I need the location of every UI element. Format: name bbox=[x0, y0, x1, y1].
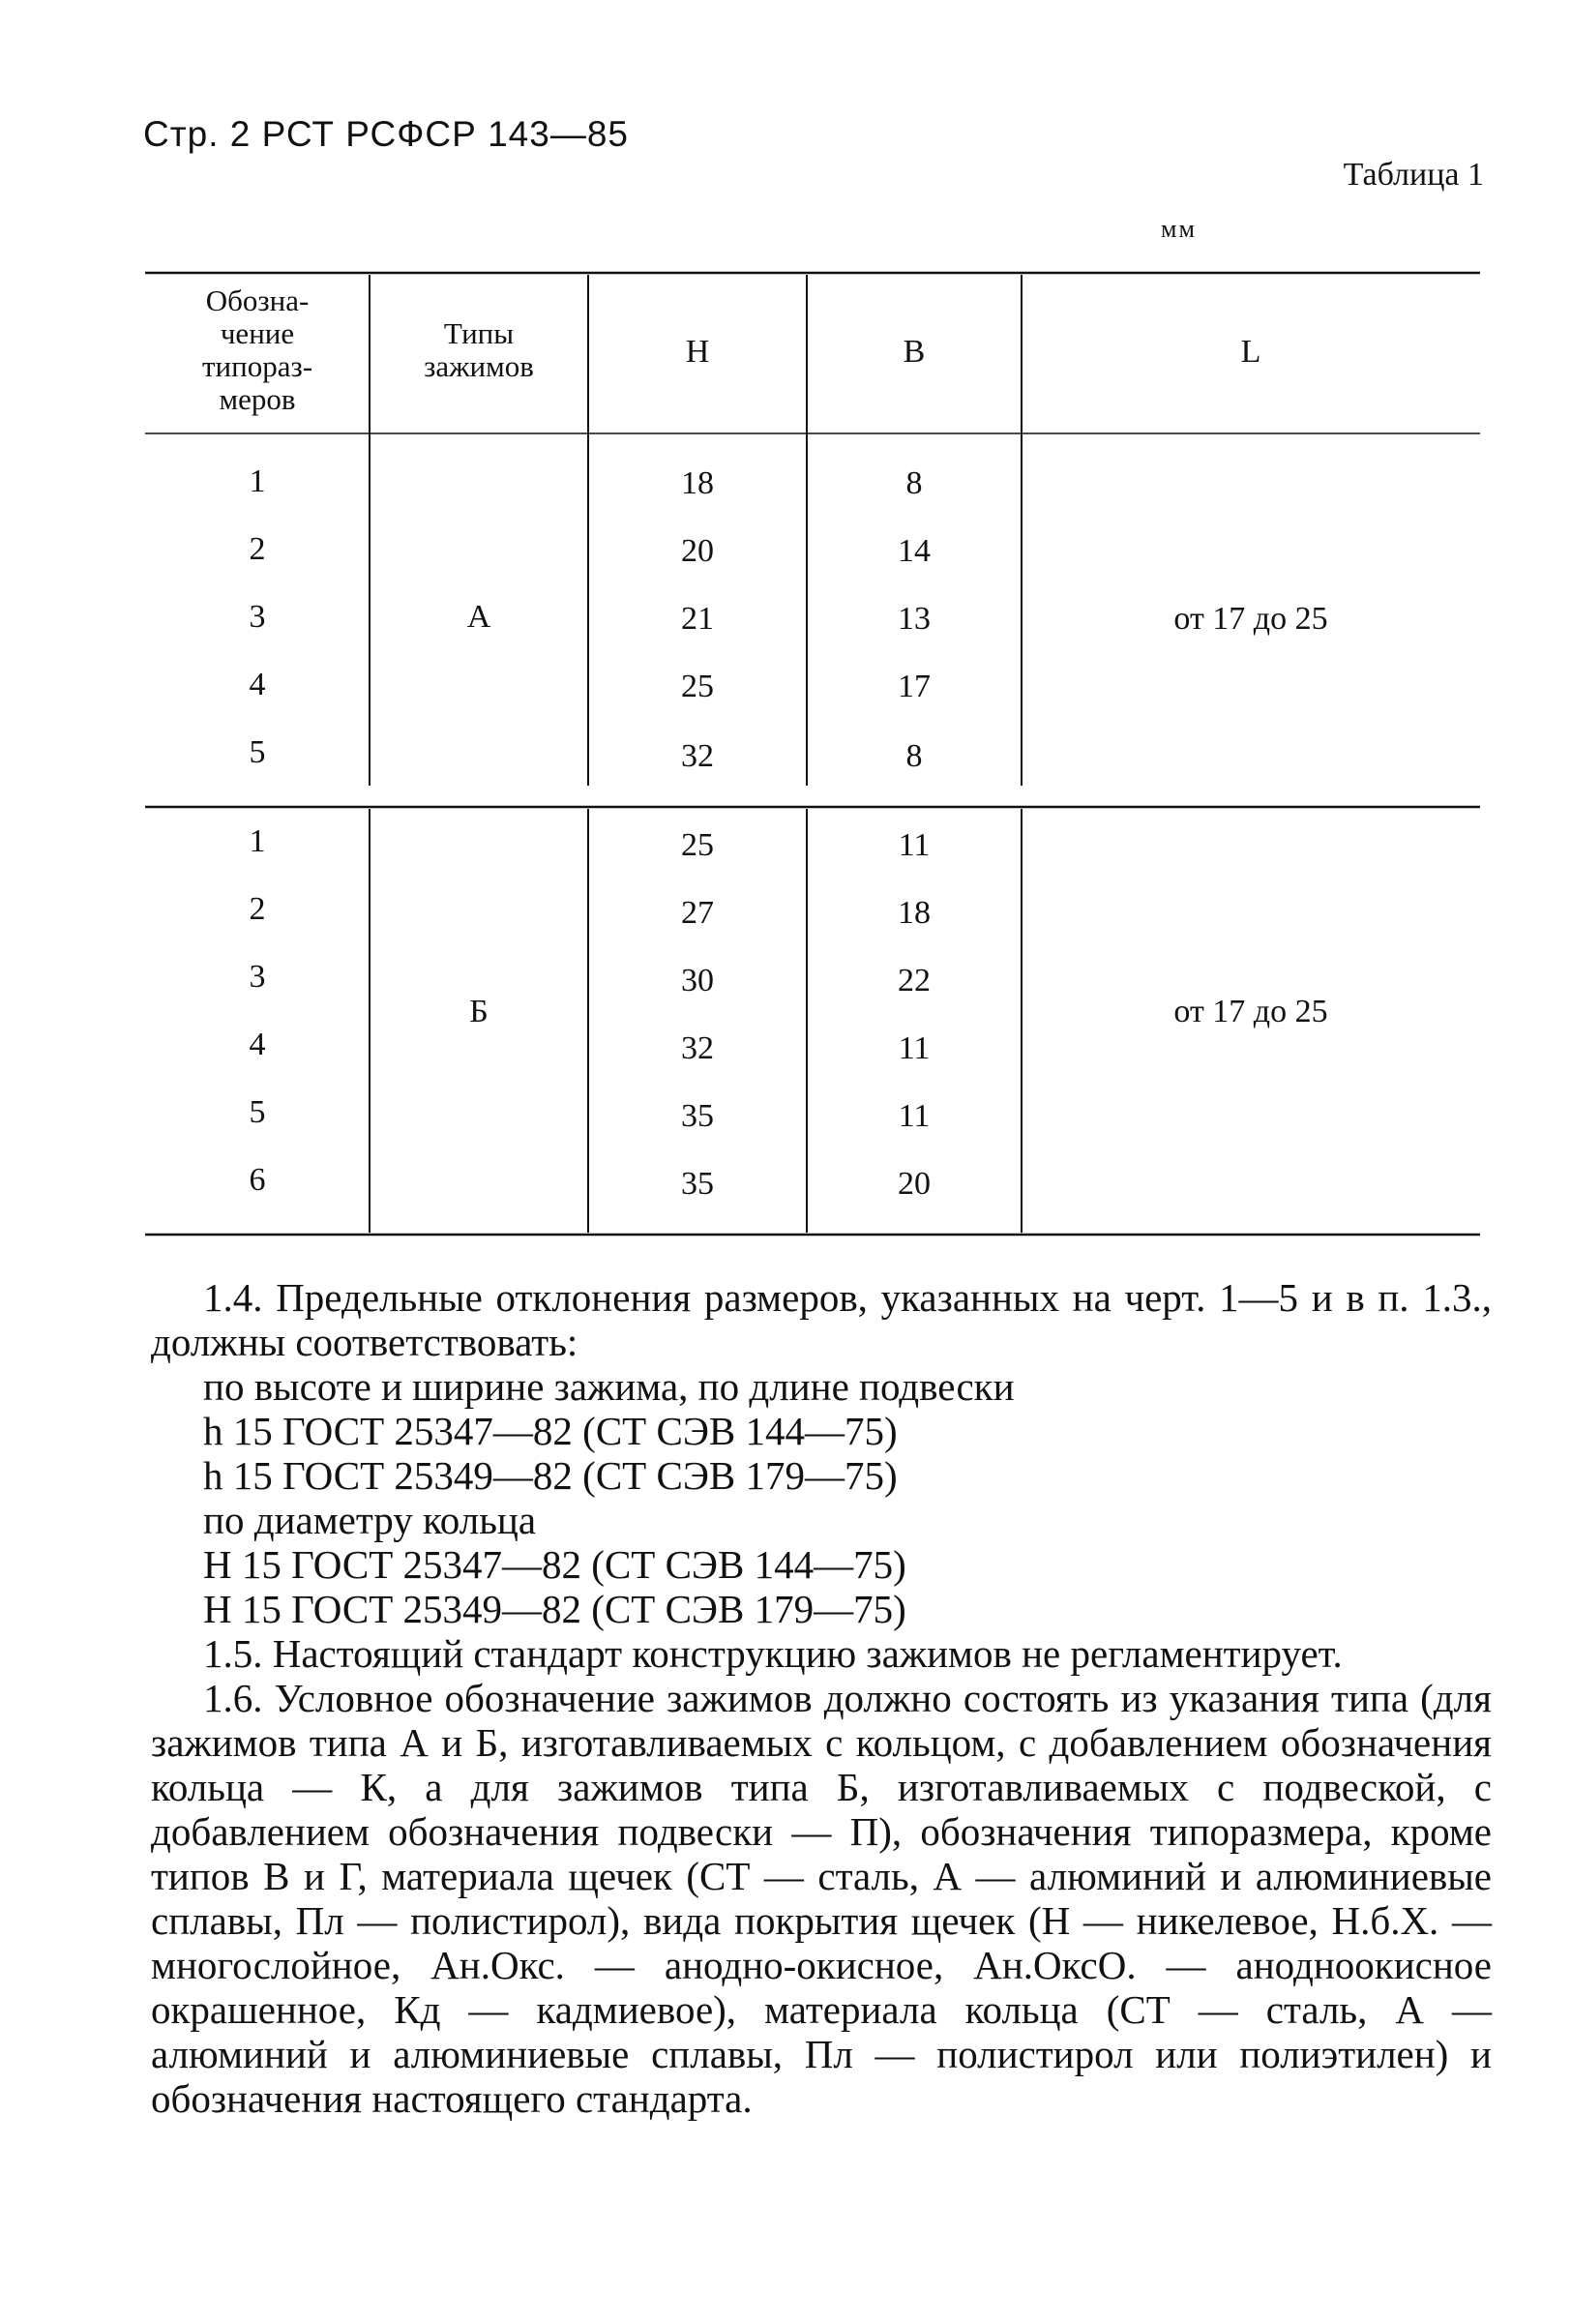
group-a-l: от 17 до 25 bbox=[1173, 601, 1328, 637]
header-size-designation bbox=[145, 284, 370, 416]
group-b-l: от 17 до 25 bbox=[1173, 994, 1328, 1029]
row-a5-h: 32 bbox=[681, 738, 714, 774]
row-b5-size: 5 bbox=[249, 1094, 266, 1130]
header-size-line-3: типораз- bbox=[201, 349, 313, 383]
row-b6-size: 6 bbox=[249, 1162, 266, 1198]
header-h: H bbox=[685, 334, 710, 370]
row-a1-b: 8 bbox=[905, 465, 923, 501]
row-b6-h: 35 bbox=[681, 1166, 714, 1202]
row-b4-size: 4 bbox=[249, 1027, 266, 1062]
row-b4-h: 32 bbox=[681, 1030, 714, 1066]
row-b1-h: 25 bbox=[681, 827, 714, 863]
row-a4-b: 17 bbox=[898, 669, 931, 704]
row-a2-size: 2 bbox=[249, 531, 266, 567]
group-b-type: Б bbox=[469, 994, 489, 1029]
tolerance-line-4: по диаметру кольца bbox=[203, 1498, 537, 1542]
tolerance-line-3: h 15 ГОСТ 25349—82 (СТ СЭВ 179—75) bbox=[203, 1453, 898, 1498]
row-a5-size: 5 bbox=[249, 734, 266, 770]
row-a1-h: 18 bbox=[681, 465, 714, 501]
row-b4-b: 11 bbox=[898, 1030, 931, 1066]
row-a2-h: 20 bbox=[681, 533, 714, 569]
row-a2-b: 14 bbox=[898, 533, 931, 569]
row-b1-size: 1 bbox=[249, 823, 266, 859]
paragraph-1-5: 1.5. Настоящий стандарт конструкцию зажимов не регламентирует. bbox=[203, 1631, 1343, 1676]
row-b6-b: 20 bbox=[898, 1166, 931, 1202]
page-header: Стр. 2 РСТ РСФСР 143—85 bbox=[143, 114, 629, 154]
header-size-line-1: Обозна- bbox=[205, 283, 310, 317]
row-b2-size: 2 bbox=[249, 891, 266, 927]
row-b5-h: 35 bbox=[681, 1098, 714, 1134]
header-types-line-2: зажимов bbox=[424, 349, 534, 383]
tolerance-line-6: Н 15 ГОСТ 25349—82 (СТ СЭВ 179—75) bbox=[203, 1587, 906, 1631]
row-a4-h: 25 bbox=[681, 669, 714, 704]
row-a4-size: 4 bbox=[249, 667, 266, 702]
body-text bbox=[151, 1275, 1492, 2121]
row-b2-h: 27 bbox=[681, 895, 714, 931]
header-size-line-2: чение bbox=[220, 316, 295, 350]
row-a1-size: 1 bbox=[249, 463, 266, 499]
row-b1-b: 11 bbox=[898, 827, 931, 863]
row-a5-b: 8 bbox=[905, 738, 923, 774]
table-unit: мм bbox=[1161, 215, 1197, 243]
row-a3-b: 13 bbox=[898, 601, 931, 637]
header-b: B bbox=[903, 334, 926, 370]
tolerance-line-5: Н 15 ГОСТ 25347—82 (СТ СЭВ 144—75) bbox=[203, 1542, 906, 1587]
row-b3-b: 22 bbox=[898, 963, 931, 998]
row-b2-b: 18 bbox=[898, 895, 931, 931]
dimensions-table bbox=[145, 271, 1480, 1236]
header-size-line-4: меров bbox=[219, 382, 296, 416]
row-b5-b: 11 bbox=[898, 1098, 931, 1134]
row-a3-size: 3 bbox=[249, 599, 266, 635]
header-clamp-types bbox=[370, 317, 588, 383]
group-a-type: А bbox=[466, 599, 491, 635]
row-b3-size: 3 bbox=[249, 959, 266, 995]
row-b3-h: 30 bbox=[681, 963, 714, 998]
tolerance-line-2: h 15 ГОСТ 25347—82 (СТ СЭВ 144—75) bbox=[203, 1409, 898, 1453]
paragraph-1-4: 1.4. Предельные отклонения размеров, указанных на черт. 1—5 и в п. 1.3., должны соответствовать: bbox=[151, 1275, 1492, 1364]
table-caption: Таблица 1 bbox=[1343, 157, 1484, 193]
paragraph-1-6: 1.6. Условное обозначение зажимов должно состоять из указания типа (для зажимов типа А и Б, изготавливаемых с кольцом, с добавлением обозначения кольца — К, а для зажимов типа Б, изготавливаемых с подвеской, с добавлением обозначения подвески — П), обозначения типоразмера, кроме типов В и Г, материала щечек (СТ — сталь, А — алюминий и алюминиевые сплавы, Пл — полистирол), вида покрытия щечек (Н — никелевое, Н.б.Х. — многослойное, Ан.Окс. — анодно-окисное, Ан.ОксО. — анодноокисное окрашенное, Кд — кадмиевое), материала кольца (СТ — сталь, А — алюминий и алюминиевые сплавы, Пл — полистирол или полиэтилен) и обозначения настоящего стандарта. bbox=[151, 1676, 1492, 2121]
header-types-line-1: Типы bbox=[443, 316, 515, 350]
tolerance-line-1: по высоте и ширине зажима, по длине подвески bbox=[203, 1364, 1015, 1409]
header-l: L bbox=[1240, 334, 1261, 370]
row-a3-h: 21 bbox=[681, 601, 714, 637]
